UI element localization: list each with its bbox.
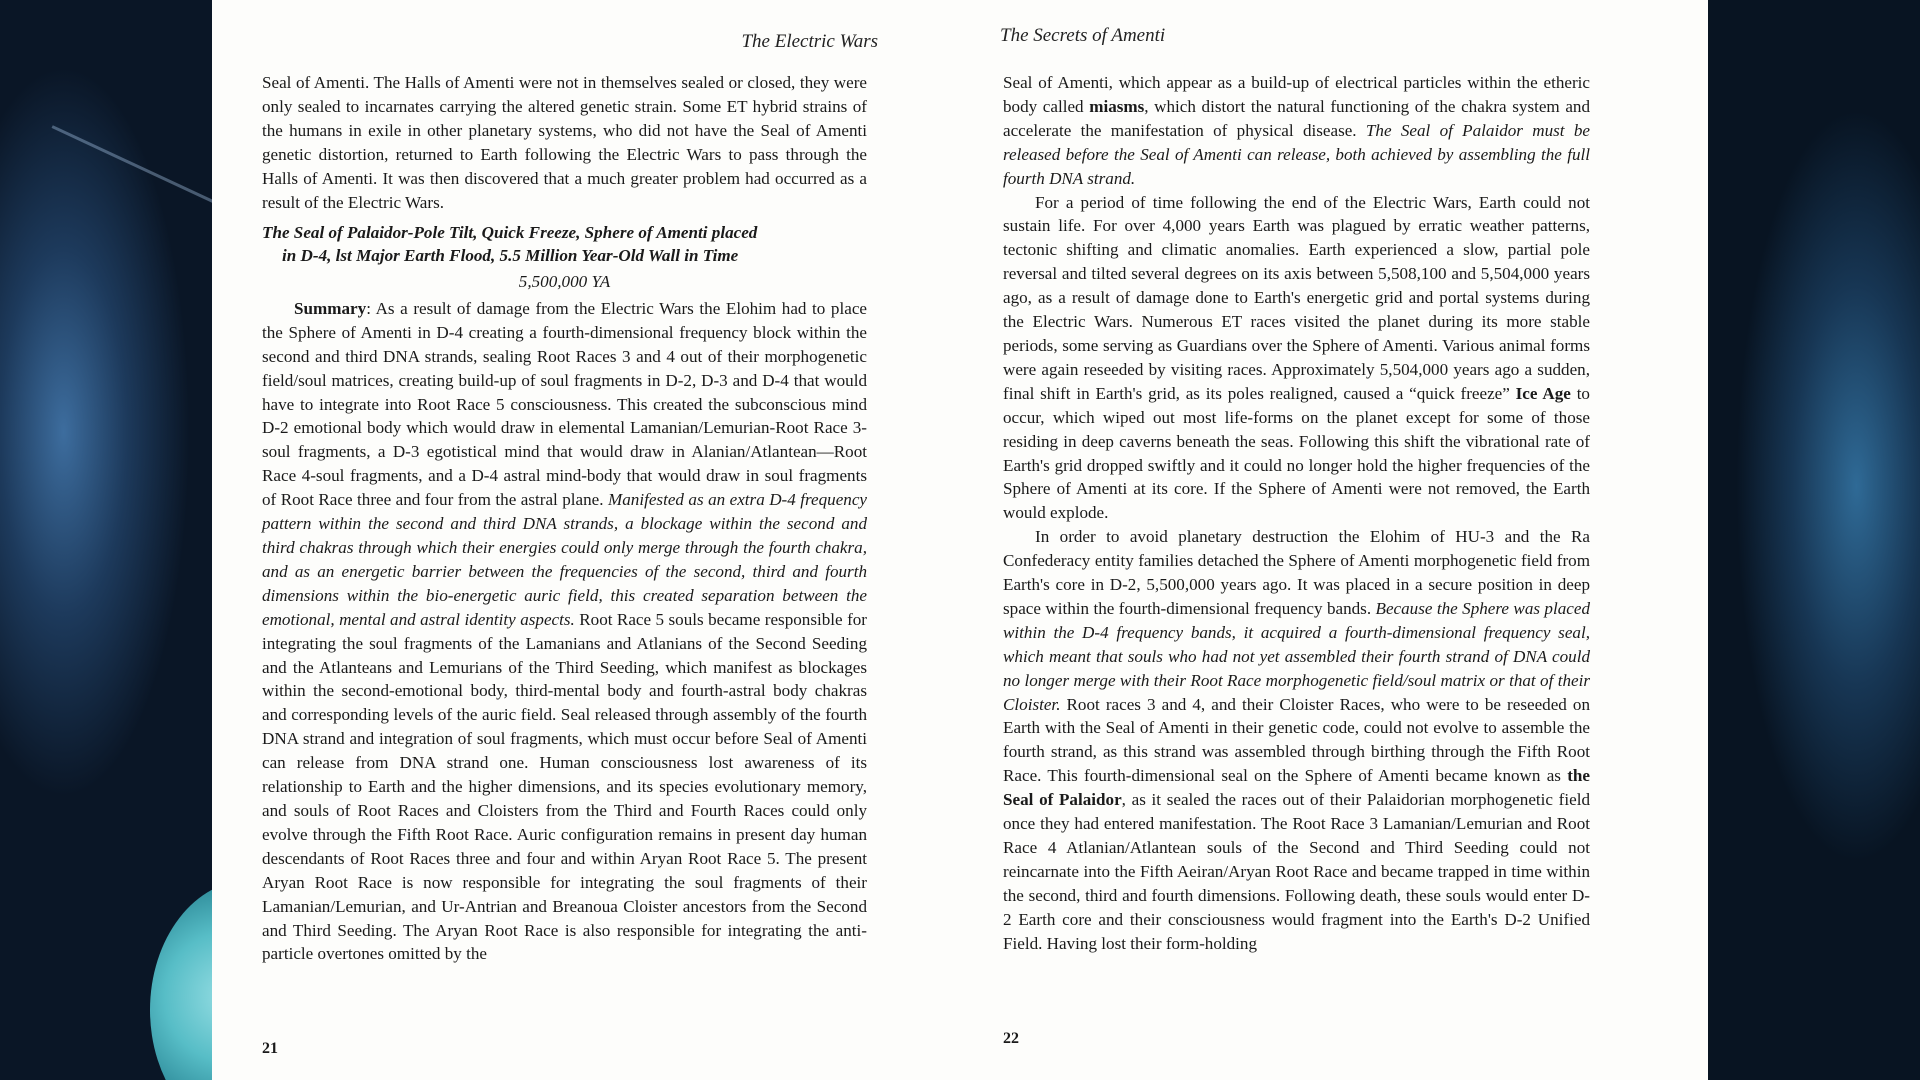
- heading-line-2: in D-4, lst Major Earth Flood, 5.5 Million Year-Old Wall in Time: [282, 245, 739, 265]
- page-number: 21: [262, 1040, 278, 1057]
- paragraph-text: Root races 3 and 4, and their Cloister Races, who were to be reseeded on Earth with the Seal of Amenti in their genetic code, could not evolve to assemble the fourth strand, as this strand was assembled through birthing through the Fifth Root Race. This fourth-dimensional seal on the Sphere of Amenti became known as: [1003, 694, 1590, 786]
- paragraph: [1003, 71, 1590, 191]
- italic-text: The Seal of Palaidor must be released before the Seal of Amenti can release, both achieved by assembling the full fourth DNA strand.: [1003, 120, 1590, 188]
- section-heading: [262, 222, 861, 267]
- paragraph-text: Seal of Amenti, which appear as a build-up of electrical particles within the etheric body called: [1003, 73, 1590, 116]
- light-streak: [52, 125, 212, 238]
- paragraph-text: , which distort the natural functioning of the chakra system and accelerate the manifestation of physical disease.: [1003, 96, 1591, 140]
- paragraph: Seal of Amenti. The Halls of Amenti were not in themselves sealed or closed, they were only sealed to incarnates carrying the altered genetic strain. Some ET hybrid strains of the humans in exile in other planetary systems, who did not have the Seal of Amenti genetic distortion, returned to Earth following the Electric Wars to pass through the Halls of Amenti. It was then discovered that a much greater problem had occurred as a result of the Electric Wars.: [262, 73, 867, 212]
- paragraph-text: In order to avoid planetary destruction the Elohim of HU-3 and the Ra Confederacy entity families detached the Sphere of Amenti morphogenetic field from Earth's core in D-2, 5,500,000 years ago. It was placed in a secure position in deep space within the fourth-dimensional frequency bands.: [1003, 527, 1590, 618]
- running-head: The Secrets of Amenti: [1000, 25, 1166, 46]
- bold-term: Ice Age: [1515, 383, 1571, 403]
- heading-line-1: The Seal of Palaidor-Pole Tilt, Quick Freeze, Sphere of Amenti placed: [262, 223, 758, 243]
- page-body: [1003, 71, 1590, 956]
- paragraph: [1003, 191, 1590, 526]
- summary-text-continued: Root Race 5 souls became responsible for integrating the soul fragments of the Lamanians and Atlanians of the Second Seeding and the Atlanteans and Lemurians of the Third Seeding, which manifest as blockages within the second-emotional body, third-mental body and fourth-astral body chakras and corresponding levels of the auric field. Seal released through assembly of the fourth DNA strand and integration of soul fragments, which must occur before Seal of Amenti can release from DNA strand one. Human consciousness lost awareness of its relationship to Earth and the higher dimensions, and its species evolutionary memory, and souls of Root Races and Cloisters from the Third and Fourth Races could only evolve through the Fifth Root Race. Auric configuration remains in present day human descendants of Root Races three and four and within Aryan Root Race 5. The present Aryan Root Race is now responsible for integrating the soul fragments of their Lamanian/Lemurian, and Ur-Antrian and Breanoua Cloister ancestors from the Second and Third Seeding. The Aryan Root Race is also responsible for integrating the anti-particle overtones omitted by the: [262, 609, 867, 964]
- summary-italic-text: Manifested as an extra D-4 frequency pattern within the second and third DNA strands, a blockage within the second and third chakras through which their energies could only merge through the fourth chakra, and as an energetic barrier between the frequencies of the second, third and fourth dimensions within the bio-energetic auric field, this created separation between the emotional, mental and astral identity aspects.: [262, 490, 868, 629]
- paragraph-text: , as it sealed the races out of their Palaidorian morphogenetic field once they had entered manifestation. The Root Race 3 Lamanian/Lemurian and Root Race 4 Atlanian/Atlantean souls of the Second and Third Seeding could not reincarnate into the Fifth Aeiran/Aryan Root Race and became trapped in time within the second, third and fourth dimensions. Following death, these souls would enter D-2 Earth core and their consciousness would fragment into the Earth's D-2 Unified Field. Having lost their form-holding: [1003, 790, 1590, 953]
- italic-text: Because the Sphere was placed within the D-4 frequency bands, it acquired a fourth-dimensional frequency seal, which meant that souls who had not yet assembled their fourth strand of DNA could no longer merge with their Root Race morphogenetic field/soul matrix or that of their Cloister.: [1003, 598, 1590, 714]
- glowing-orb-left: [150, 880, 212, 1080]
- bold-term: miasms: [1089, 96, 1145, 116]
- summary-paragraph: [262, 297, 867, 966]
- paragraph-text: to occur, which wiped out most life-forms on the planet except for some of those residing in deep caverns beneath the seas. Following this shift the vibrational rate of Earth's grid dropped swiftly and it could no longer hold the higher frequencies of the Sphere of Amenti at its core. If the Sphere of Amenti were not removed, the Earth would explode.: [1003, 383, 1590, 523]
- page-number: 22: [1003, 1030, 1019, 1047]
- running-head: The Electric Wars: [741, 31, 878, 52]
- left-page: [212, 0, 967, 1080]
- paragraph-text: For a period of time following the end of the Electric Wars, Earth could not sustain life. For over 4,000 years Earth was plagued by erratic weather patterns, tectonic shifting and climatic anomalies. Earth experienced a slow, partial pole reversal and tilted several degrees on its axis between 5,508,100 and 5,504,000 years ago, as a result of damage done to Earth's energetic grid and portal systems during the Electric Wars. Numerous ET races visited the planet during its more stable periods, some serving as Guardians over the Sphere of Amenti. Various animal forms were again reseeded by visiting races. Approximately 5,504,000 years ago a sudden, final shift in Earth's grid, as its poles realigned, caused a “quick freeze”: [1003, 192, 1590, 403]
- summary-text: : As a result of damage from the Electric Wars the Elohim had to place the Sphere of Amenti in D-4 creating a fourth-dimensional frequency block within the second and third DNA strands, sealing Root Races 3 and 4 out of their morphogenetic field/soul matrices, creating build-up of soul fragments in D-2, D-3 and D-4 that would have to integrate into Root Race 5 consciousness. This created the subconscious mind D-2 emotional body which would draw in elemental Lamanian/Lemurian-Root Race 3-soul fragments, a D-3 egotistical mind that would draw in Alanian/Atlantean—Root Race 4-soul fragments, and a D-4 astral mind-body that would draw in soul fragments of Root Race three and four from the astral plane.: [262, 298, 867, 510]
- heading-date: 5,500,000 YA: [518, 272, 611, 292]
- background-left-nebula: [0, 0, 212, 1080]
- paragraph: [1003, 525, 1590, 955]
- right-page: [967, 0, 1708, 1080]
- background-right-nebula: [1708, 0, 1920, 1080]
- summary-label: Summary: [294, 298, 367, 318]
- bold-term: the Seal of Palaidor: [1003, 766, 1590, 810]
- page-body: [262, 71, 867, 966]
